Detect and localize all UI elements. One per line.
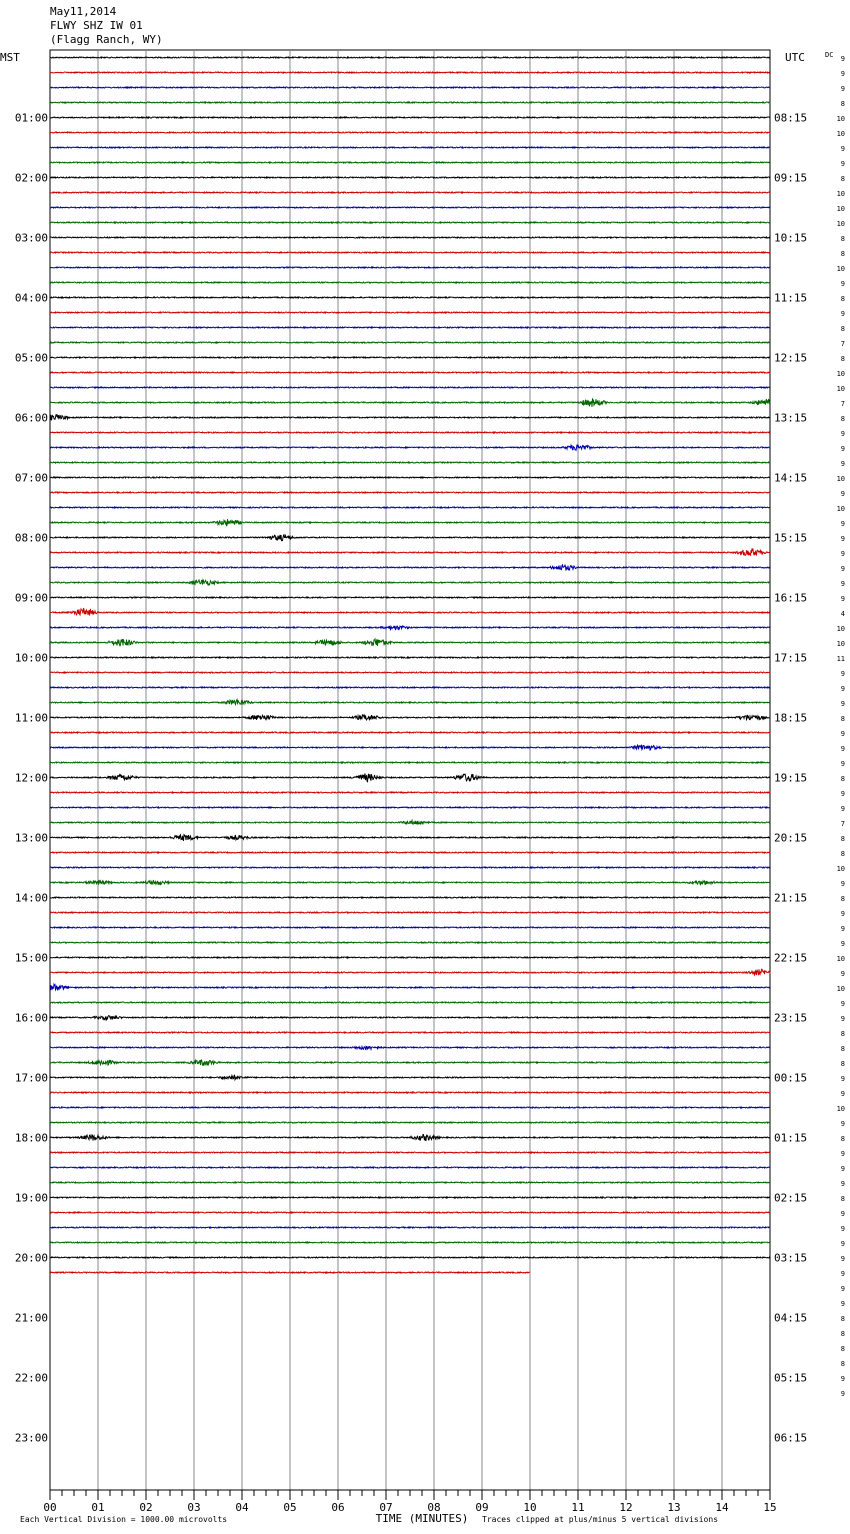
dc-offset-value: 9 [840,745,845,753]
right-hour-label: 16:15 [774,591,808,605]
x-tick-label: 02 [139,1501,153,1514]
header-station: FLWY SHZ IW 01 [50,19,143,32]
trace-row-40 [50,657,770,658]
dc-offset-value: 8 [840,1135,845,1143]
dc-offset-value: 9 [840,1165,845,1173]
trace-row-32 [50,535,770,541]
right-hour-label: 01:15 [774,1131,808,1145]
trace-row-60 [50,957,770,958]
trace-row-50 [50,807,770,808]
trace-row-16 [50,297,770,298]
trace-row-46 [50,745,770,750]
dc-offset-value: 8 [840,355,845,363]
dc-offset-value: 8 [840,1360,845,1368]
left-timezone-label: MST [0,51,20,64]
trace-row-49 [50,792,770,793]
trace-row-43 [50,700,770,705]
trace-row-65 [50,1032,770,1033]
left-hour-label: 14:00 [14,891,48,905]
trace-row-81 [50,1272,530,1273]
dc-offset-value: 9 [840,760,845,768]
dc-offset-value: 10 [836,130,845,138]
dc-offset-value: 7 [840,340,845,348]
left-hour-label: 08:00 [14,531,48,545]
dc-offset-value: 8 [840,295,845,303]
dc-offset-value: 9 [840,1090,845,1098]
dc-offset-value: 9 [840,925,845,933]
dc-offset-value: 8 [840,1045,845,1053]
dc-offset-value: 9 [840,670,845,678]
dc-offset-value: 10 [836,985,845,993]
right-hour-label: 13:15 [774,411,808,425]
dc-offset-value: 9 [840,1375,845,1383]
dc-offset-value: 9 [840,565,845,573]
right-timezone-label: UTC [785,51,805,64]
left-hour-label: 13:00 [14,831,48,845]
trace-row-67 [50,1060,770,1066]
dc-offset-value: 8 [840,1345,845,1353]
dc-offset-value: 9 [840,1225,845,1233]
trace-row-45 [50,732,770,733]
dc-offset-value: 7 [840,400,845,408]
trace-row-77 [50,1212,770,1213]
trace-row-72 [50,1134,770,1140]
dc-offset-value: 10 [836,205,845,213]
trace-row-68 [50,1075,770,1079]
dc-offset-value: 10 [836,865,845,873]
left-hour-label: 10:00 [14,651,48,665]
right-hour-label: 17:15 [774,651,808,665]
left-hour-label: 07:00 [14,471,48,485]
x-tick-label: 08 [427,1501,441,1514]
trace-row-34 [50,565,770,571]
dc-offset-value: 9 [840,1210,845,1218]
dc-offset-value: 9 [840,1075,845,1083]
dc-offset-value: 9 [840,805,845,813]
dc-offset-value: 8 [840,1315,845,1323]
trace-row-59 [50,942,770,943]
dc-offset-value: 9 [840,1300,845,1308]
trace-row-23 [50,398,770,407]
dc-offset-value: 9 [840,730,845,738]
trace-row-2 [50,87,770,88]
left-hour-label: 18:00 [14,1131,48,1145]
right-hour-label: 18:15 [774,711,808,725]
dc-offset-value: 9 [840,940,845,948]
trace-row-63 [50,1002,770,1003]
trace-row-13 [50,252,770,253]
dc-offset-value: 9 [840,445,845,453]
trace-row-44 [50,715,770,721]
dc-offset-value: 8 [840,1330,845,1338]
dc-offset-value: 9 [840,490,845,498]
trace-row-38 [50,626,770,630]
trace-row-1 [50,72,770,73]
trace-row-7 [50,162,770,163]
x-tick-label: 10 [523,1501,537,1514]
dc-offset-value: 8 [840,325,845,333]
dc-offset-value: 9 [840,1120,845,1128]
x-tick-label: 01 [91,1501,105,1514]
dc-offset-value: 9 [840,160,845,168]
left-hour-label: 05:00 [14,351,48,365]
dc-offset-value: 8 [840,1030,845,1038]
trace-row-27 [50,462,770,463]
left-hour-label: 01:00 [14,111,48,125]
trace-row-12 [50,237,770,238]
clip-note: Traces clipped at plus/minus 5 vertical divisions [482,1515,719,1524]
x-tick-label: 12 [619,1501,633,1514]
dc-offset-value: 8 [840,250,845,258]
trace-row-48 [50,774,770,782]
dc-offset-value: 8 [840,715,845,723]
dc-offset-value: 11 [836,655,845,663]
dc-offset-value: 8 [840,1060,845,1068]
trace-row-71 [50,1122,770,1123]
dc-offset-value: 9 [840,550,845,558]
trace-row-14 [50,267,770,268]
trace-row-21 [50,372,770,373]
right-hour-label: 09:15 [774,171,808,185]
dc-offset-value: 10 [836,265,845,273]
dc-offset-value: 8 [840,775,845,783]
right-hour-label: 00:15 [774,1071,808,1085]
trace-row-25 [50,432,770,433]
left-hour-label: 11:00 [14,711,48,725]
trace-row-61 [50,969,770,975]
dc-offset-value: 10 [836,370,845,378]
left-hour-label: 03:00 [14,231,48,245]
x-tick-label: 05 [283,1501,297,1514]
right-hour-label: 14:15 [774,471,808,485]
x-tick-label: 03 [187,1501,201,1514]
dc-offset-value: 8 [840,1195,845,1203]
trace-row-37 [50,608,770,615]
dc-offset-value: 9 [840,910,845,918]
trace-row-42 [50,687,770,688]
right-hour-label: 22:15 [774,951,808,965]
trace-row-3 [50,102,770,103]
dc-offset-value: 10 [836,1105,845,1113]
dc-offset-value: 9 [840,1240,845,1248]
left-hour-label: 02:00 [14,171,48,185]
x-tick-label: 07 [379,1501,393,1514]
trace-row-69 [50,1092,770,1093]
trace-row-66 [50,1047,770,1050]
dc-offset-value: 9 [840,790,845,798]
left-hour-label: 15:00 [14,951,48,965]
scale-note: Each Vertical Division = 1000.00 microvolts [20,1515,228,1524]
x-tick-label: 00 [43,1501,57,1514]
trace-row-55 [50,880,770,885]
right-hour-label: 03:15 [774,1251,808,1265]
right-hour-label: 23:15 [774,1011,808,1025]
right-hour-label: 20:15 [774,831,808,845]
x-tick-label: 04 [235,1501,249,1514]
plot-frame [50,50,770,1490]
trace-row-28 [50,477,770,478]
dc-offset-value: 10 [836,115,845,123]
right-hour-label: 02:15 [774,1191,808,1205]
trace-row-18 [50,327,770,328]
trace-row-17 [50,312,770,313]
trace-row-6 [50,147,770,148]
dc-offset-value: 8 [840,415,845,423]
x-tick-label: 06 [331,1501,345,1514]
trace-row-29 [50,492,770,493]
dc-offset-value: 9 [840,1270,845,1278]
trace-row-10 [50,207,770,208]
right-hour-label: 11:15 [774,291,808,305]
trace-row-52 [50,835,770,841]
dc-offset-value: 9 [840,1390,845,1398]
trace-row-73 [50,1152,770,1153]
trace-row-53 [50,852,770,853]
dc-offset-value: 10 [836,385,845,393]
trace-row-5 [50,132,770,133]
trace-row-4 [50,117,770,118]
trace-row-35 [50,580,770,585]
dc-offset-value: 9 [840,1000,845,1008]
dc-offset-value: 9 [840,535,845,543]
trace-row-11 [50,222,770,223]
left-hour-label: 20:00 [14,1251,48,1265]
dc-offset-value: 9 [840,520,845,528]
dc-offset-value: 9 [840,685,845,693]
dc-offset-value: 10 [836,955,845,963]
dc-offset-value: 9 [840,460,845,468]
trace-row-9 [50,192,770,193]
dc-offset-value: 8 [840,235,845,243]
trace-row-30 [50,507,770,508]
dc-offset-value: 9 [840,310,845,318]
right-hour-label: 19:15 [774,771,808,785]
dc-offset-value: 8 [840,175,845,183]
header-location: (Flagg Ranch, WY) [50,33,163,46]
dc-offset-value: 10 [836,190,845,198]
dc-offset-value: 9 [840,55,845,63]
dc-offset-value: 9 [840,880,845,888]
trace-row-56 [50,897,770,898]
right-hour-label: 04:15 [774,1311,808,1325]
trace-row-58 [50,927,770,928]
trace-row-78 [50,1227,770,1228]
dc-offset-value: 9 [840,70,845,78]
dc-offset-value: 9 [840,1285,845,1293]
dc-label: DC [825,51,834,59]
x-tick-label: 15 [763,1501,777,1514]
right-hour-label: 21:15 [774,891,808,905]
dc-offset-value: 10 [836,220,845,228]
trace-row-41 [50,672,770,673]
trace-row-36 [50,597,770,598]
left-hour-label: 17:00 [14,1071,48,1085]
dc-offset-value: 10 [836,505,845,513]
x-tick-label: 14 [715,1501,729,1514]
trace-row-8 [50,177,770,178]
x-axis-title: TIME (MINUTES) [375,1512,469,1525]
trace-row-26 [50,445,770,450]
trace-row-70 [50,1107,770,1108]
dc-offset-value: 9 [840,580,845,588]
right-hour-label: 10:15 [774,231,808,245]
left-hour-label: 23:00 [14,1431,48,1445]
dc-offset-value: 9 [840,595,845,603]
left-hour-label: 16:00 [14,1011,48,1025]
x-tick-label: 09 [475,1501,489,1514]
header-date: May11,2014 [50,5,117,18]
left-hour-label: 22:00 [14,1371,48,1385]
trace-row-64 [50,1016,770,1020]
trace-row-20 [50,357,770,358]
trace-row-80 [50,1257,770,1258]
dc-offset-value: 9 [840,1255,845,1263]
dc-offset-value: 8 [840,835,845,843]
right-hour-label: 15:15 [774,531,808,545]
right-hour-label: 08:15 [774,111,808,125]
right-hour-label: 12:15 [774,351,808,365]
dc-offset-value: 9 [840,970,845,978]
dc-offset-value: 9 [840,1150,845,1158]
left-hour-label: 21:00 [14,1311,48,1325]
trace-row-57 [50,912,770,913]
trace-row-19 [50,342,770,343]
trace-row-0 [50,57,770,58]
dc-offset-value: 10 [836,640,845,648]
trace-row-31 [50,519,770,526]
trace-row-62 [50,984,770,990]
dc-offset-value: 4 [840,610,845,618]
trace-row-24 [50,414,770,420]
dc-offset-value: 9 [840,280,845,288]
left-hour-label: 19:00 [14,1191,48,1205]
dc-offset-value: 9 [840,700,845,708]
dc-offset-value: 7 [840,820,845,828]
trace-row-54 [50,867,770,868]
trace-row-76 [50,1197,770,1198]
dc-offset-value: 9 [840,145,845,153]
x-tick-label: 13 [667,1501,681,1514]
left-hour-label: 09:00 [14,591,48,605]
trace-row-22 [50,387,770,388]
trace-row-39 [50,639,770,646]
dc-offset-value: 10 [836,625,845,633]
dc-offset-value: 9 [840,1015,845,1023]
trace-row-15 [50,282,770,283]
dc-offset-value: 9 [840,430,845,438]
dc-offset-value: 8 [840,850,845,858]
left-hour-label: 04:00 [14,291,48,305]
dc-offset-value: 10 [836,475,845,483]
right-hour-label: 05:15 [774,1371,808,1385]
dc-offset-value: 9 [840,1180,845,1188]
left-hour-label: 12:00 [14,771,48,785]
trace-row-79 [50,1242,770,1243]
dc-offset-value: 8 [840,895,845,903]
trace-row-47 [50,762,770,763]
trace-row-74 [50,1167,770,1168]
left-hour-label: 06:00 [14,411,48,425]
trace-row-33 [50,548,770,555]
trace-row-75 [50,1182,770,1183]
dc-offset-value: 9 [840,85,845,93]
x-tick-label: 11 [571,1501,585,1514]
dc-offset-value: 8 [840,100,845,108]
trace-row-51 [50,820,770,824]
right-hour-label: 06:15 [774,1431,808,1445]
